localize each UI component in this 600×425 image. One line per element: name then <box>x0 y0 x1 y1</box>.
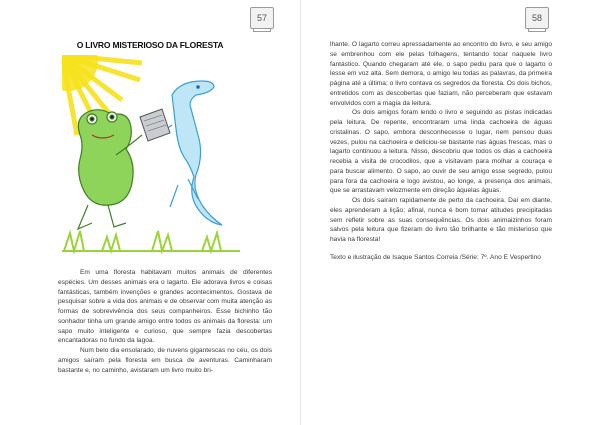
paragraph: Os dois saíram rapidamente de perto da cachoeira. Daí em diante, eles aprenderam a lição; afinal, nunca é bom tomar atitudes precipitadas sem refletir sobre as suas consequências. Os dois animaizinhos foram salvos pela leitura que fizeram do livro tão brilhante e tão misterioso que havia na floresta! <box>330 197 552 243</box>
lizard-drawing <box>158 81 222 225</box>
grass-drawing <box>62 231 240 251</box>
frog-and-lizard-drawing <box>62 55 240 255</box>
frog-drawing <box>78 110 142 229</box>
author-credit: Texto e ilustração de Isaque Santos Correia /Série: 7º. Ano E Vespertino <box>330 253 541 261</box>
paragraph: Em uma floresta habitavam muitos animais de diferentes espécies. Um desses animais era o lagarto. Ele adorava livros e coisas fantásticas, também invenções e grandes acontecimentos. Gostava de pesquisar sobre a vida dos animais e de observar com muita atenção as formas de sobrevivência dos seus companheiros. Esse bichinho tão sonhador tinha um grande amigo entre todos os animais da floresta: um sapo muito inteligente e curioso, que sempre fazia descobertas encantadoras no fundo da lagoa. <box>58 269 272 345</box>
paragraph: lhante. O lagarto correu apressadamente ao encontro do livro, e seu amigo se embrenhou com ele pelas folhagens, tentando tocar naquele livro fantástico. Quando chegaram até ele, o sapo pediu para que o lagarto o lesse em voz alta. Sem demora, o amigo leu todas as palavras, da primeira página até a última; o livro contava os segredos da floresta. Os dois bichos, entretidos com as descobertas que faziam, não perceberam que estavam envolvidos com a magia da leitura. <box>330 41 552 107</box>
story-title: O LIVRO MISTERIOSO DA FLORESTA <box>76 40 224 50</box>
left-page-text <box>58 268 272 375</box>
right-page <box>300 0 600 425</box>
right-page-text <box>330 40 552 263</box>
paragraph: Os dois amigos foram lendo o livro e seguindo as pistas indicadas pela leitura. De repente, encontraram uma linda cachoeira de águas cristalinas. O sapo, embora desconhecesse o lugar, nem pensou duas vezes, pulou na cachoeira e deliciou-se bastante nas águas frescas, mas o lagarto continuou a leitura. Nisso, descobriu que todos os dias a cachoeira recebia a visita de crocodilos, que a visitavam para molhar a couraça e para buscar alimento. O sapo, ao ouvir de seu amigo esse segredo, pulou para fora da cachoeira e logo avistou, ao longe, a presença dos animais, que se arrastavam velozmente em direção àquelas águas. <box>330 109 552 195</box>
page-number-badge: 57 <box>250 7 274 29</box>
story-illustration <box>62 55 240 255</box>
paragraph: Num belo dia ensolarado, de nuvens gigantescas no céu, os dois amigos saíram pela floresta em busca de aventuras. Caminharam bastante e, no caminho, avistaram um livro muito bri- <box>58 347 272 374</box>
page-number-badge: 58 <box>525 7 549 29</box>
book-drawing <box>140 109 170 141</box>
